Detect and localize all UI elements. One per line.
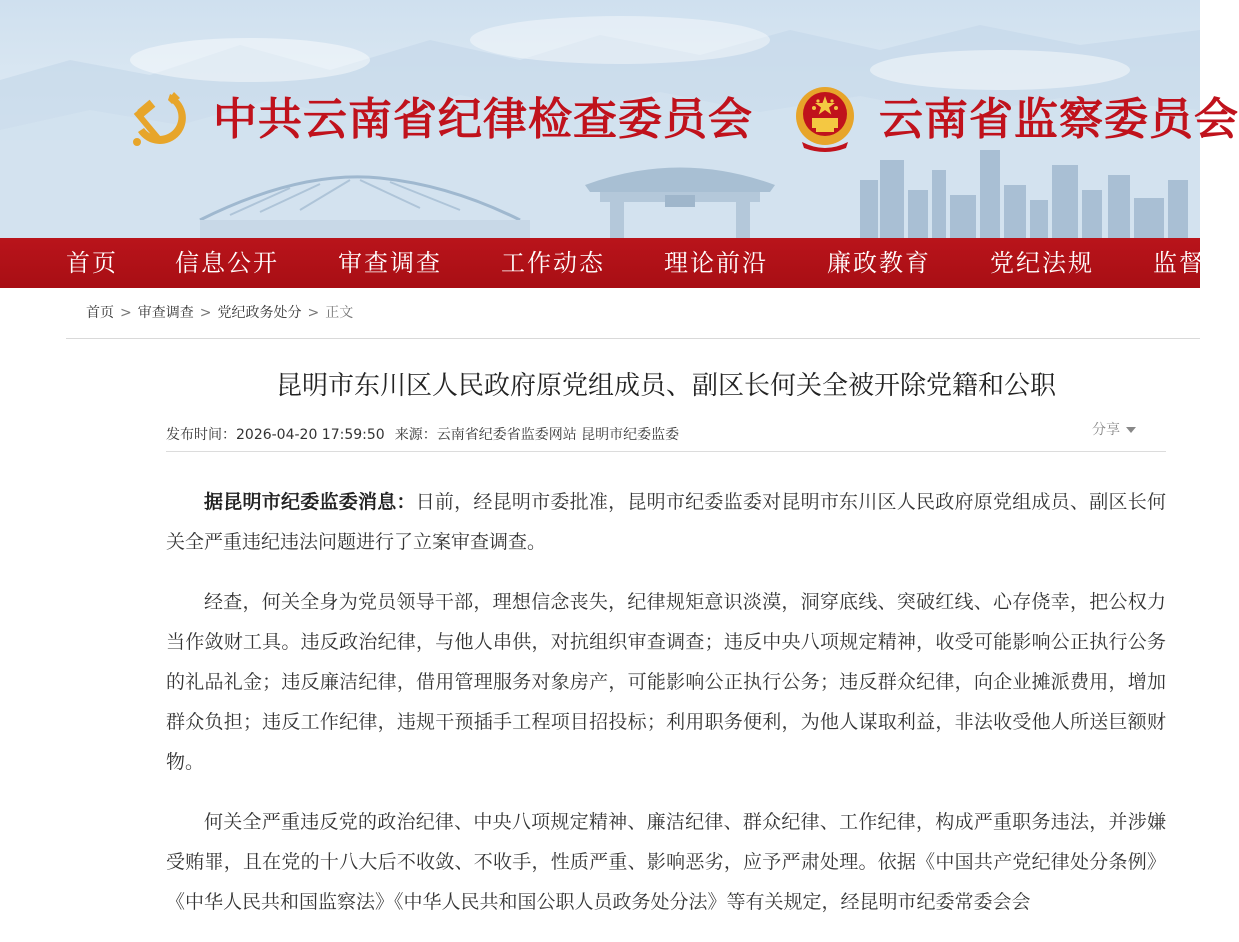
paragraph-lead: 据昆明市纪委监委消息：	[204, 491, 416, 513]
breadcrumb-separator: >	[307, 305, 320, 321]
nav-item-home[interactable]: 首页	[66, 249, 118, 277]
nav-item-party-rules[interactable]: 党纪法规	[990, 249, 1094, 277]
publish-time: 2026-04-20 17:59:50	[236, 427, 385, 443]
nav-item-work-news[interactable]: 工作动态	[501, 249, 605, 277]
national-emblem-icon	[794, 84, 856, 152]
party-emblem-icon	[128, 86, 194, 152]
site-header-banner	[0, 0, 1239, 238]
source-label: 来源：	[394, 427, 437, 443]
nav-item-investigation[interactable]: 审查调查	[338, 249, 442, 277]
caret-down-icon	[1126, 427, 1136, 433]
breadcrumb-current: 正文	[325, 305, 354, 321]
source: 云南省纪委省监委网站 昆明市纪委监委	[436, 427, 680, 443]
article-paragraph	[166, 582, 1166, 782]
breadcrumb-discipline[interactable]: 党纪政务处分	[217, 305, 302, 321]
article-title: 昆明市东川区人民政府原党组成员、副区长何关全被开除党籍和公职	[275, 371, 1056, 401]
breadcrumb	[86, 302, 353, 324]
paragraph-text: 何关全严重违反党的政治纪律、中央八项规定精神、廉洁纪律、群众纪律、工作纪律，构成严重职务违法，并涉嫌受贿罪，且在党的十八大后不收敛、不收手，性质严重、影响恶劣，应予严肃处理。依据《中国共产党纪律处分条例》《中华人民共和国监察法》《中华人民共和国公职人员政务处分法》等有关规定，经昆明市纪委常委会会	[166, 811, 1166, 913]
paragraph-text: 经查，何关全身为党员领导干部，理想信念丧失，纪律规矩意识淡漠，洞穿底线、突破红线、心存侥幸，把公权力当作敛财工具。违反政治纪律，与他人串供，对抗组织审查调查；违反中央八项规定精神，收受可能影响公正执行公务的礼品礼金；违反廉洁纪律，借用管理服务对象房产，可能影响公正执行公务；违反群众纪律，向企业摊派费用，增加群众负担；违反工作纪律，违规干预插手工程项目招投标；利用职务便利，为他人谋取利益，非法收受他人所送巨额财物。	[166, 591, 1166, 773]
paragraph-text: 日前，经昆明市委批准，昆明市纪委监委对昆明市东川区人民政府原党组成员、副区长何关全严重违纪违法问题进行了立案审查调查。	[166, 491, 1166, 553]
meta-divider	[166, 451, 1166, 452]
nav-item-info-disclosure[interactable]: 信息公开	[175, 249, 279, 277]
main-nav	[0, 238, 1205, 288]
supervision-commission-title: 云南省监察委员会	[879, 94, 1239, 145]
article-body	[166, 482, 1166, 942]
nav-item-theory[interactable]: 理论前沿	[664, 249, 768, 277]
article-paragraph	[166, 802, 1166, 922]
breadcrumb-home[interactable]: 首页	[86, 305, 114, 321]
publish-time-label: 发布时间：	[166, 427, 236, 443]
breadcrumb-divider	[66, 338, 1200, 339]
breadcrumb-investigation[interactable]: 审查调查	[137, 305, 194, 321]
breadcrumb-separator: >	[199, 305, 212, 321]
share-label: 分享	[1092, 422, 1120, 438]
article-paragraph	[166, 482, 1166, 562]
cpc-commission-title: 中共云南省纪律检查委员会	[213, 94, 753, 145]
breadcrumb-separator: >	[120, 305, 132, 321]
nav-item-supervision[interactable]: 监督	[1153, 249, 1205, 277]
nav-item-integrity-edu[interactable]: 廉政教育	[827, 249, 931, 277]
article-meta	[166, 424, 679, 446]
share-dropdown[interactable]	[1092, 419, 1136, 441]
